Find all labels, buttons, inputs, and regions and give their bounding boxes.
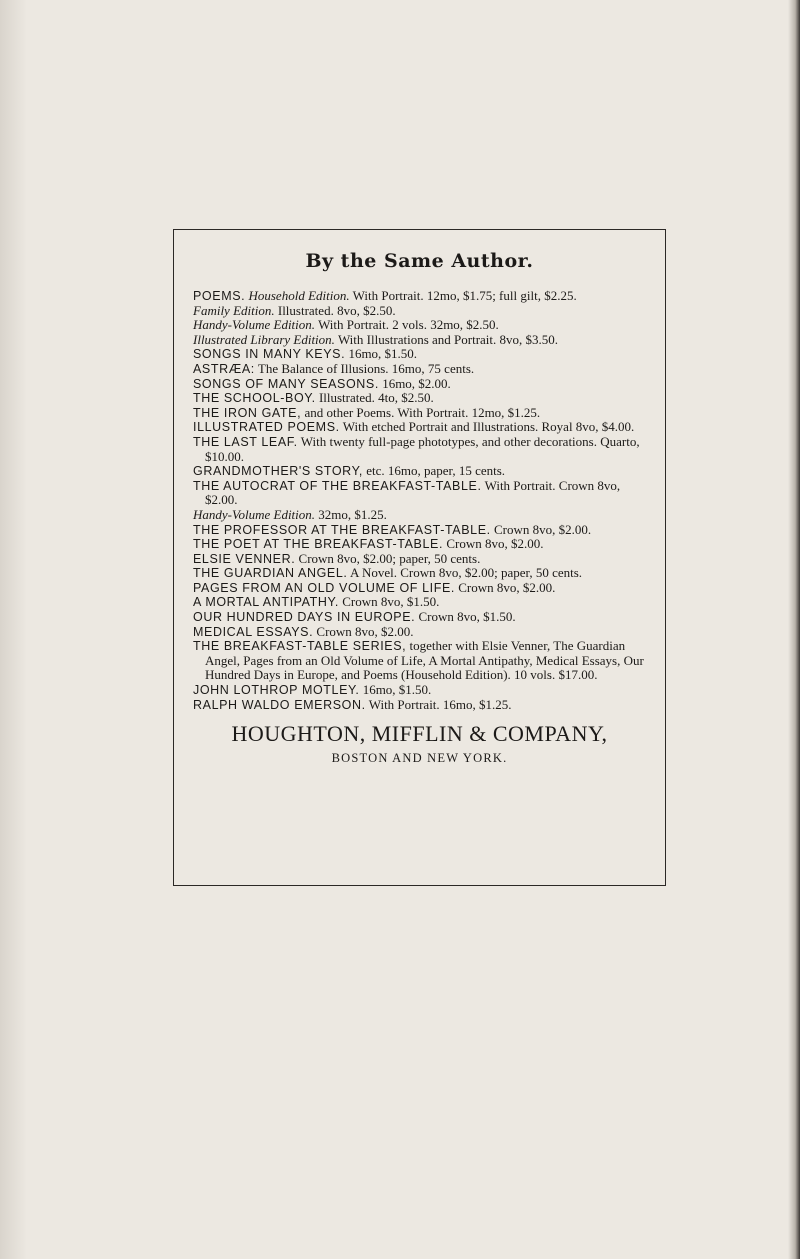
book-entry bbox=[193, 362, 646, 377]
book-entry bbox=[193, 625, 646, 640]
book-details: 16mo, $1.50. bbox=[362, 682, 432, 698]
advertisement-frame bbox=[173, 229, 666, 886]
book-entry bbox=[193, 610, 646, 625]
book-entry bbox=[193, 508, 646, 523]
book-title: SONGS IN MANY KEYS. bbox=[193, 347, 346, 362]
book-title: THE SCHOOL-BOY. bbox=[193, 391, 316, 406]
book-details: Crown 8vo, $1.50. bbox=[418, 609, 516, 625]
book-entry bbox=[193, 333, 646, 348]
edition-name: Household Edition. bbox=[248, 288, 350, 303]
book-details: The Balance of Illusions. 16mo, 75 cents. bbox=[257, 360, 475, 376]
edition-name: Illustrated Library Edition. bbox=[193, 331, 335, 347]
book-details: 32mo, $1.25. bbox=[318, 506, 387, 522]
edition-name: Handy-Volume Edition. bbox=[193, 317, 316, 333]
book-details: Crown 8vo, $2.00. bbox=[458, 579, 556, 595]
book-details: etc. 16mo, paper, 15 cents. bbox=[366, 463, 506, 479]
book-entry bbox=[193, 683, 646, 698]
book-entry bbox=[193, 391, 646, 406]
book-details: With Portrait. 12mo, $1.75; full gilt, $2.25. bbox=[352, 288, 577, 303]
publisher-name: HOUGHTON, MIFFLIN & COMPANY, bbox=[231, 721, 608, 747]
book-title: POEMS. bbox=[193, 289, 246, 303]
book-details: Crown 8vo, $2.00. bbox=[446, 536, 544, 552]
book-entry bbox=[193, 552, 646, 567]
book-entry bbox=[193, 464, 646, 479]
book-title: THE LAST LEAF. bbox=[193, 434, 298, 449]
book-title: MEDICAL ESSAYS. bbox=[193, 624, 314, 639]
book-entry bbox=[193, 479, 646, 508]
book-title: THE POET AT THE BREAKFAST-TABLE. bbox=[193, 537, 444, 552]
book-details: With etched Portrait and Illustrations. Royal 8vo, $4.00. bbox=[342, 419, 635, 435]
edition-name: Family Edition. bbox=[193, 302, 275, 318]
book-title: JOHN LOTHROP MOTLEY. bbox=[193, 683, 360, 698]
book-details: With twenty full-page phototypes, and other decorations. Quarto, $10.00. bbox=[205, 433, 640, 464]
page-right-edge bbox=[788, 0, 800, 1259]
book-title: THE PROFESSOR AT THE BREAKFAST-TABLE. bbox=[193, 522, 491, 537]
book-entry bbox=[193, 420, 646, 435]
book-title: ILLUSTRATED POEMS. bbox=[193, 420, 340, 435]
section-heading: By the Same Author. bbox=[305, 250, 534, 272]
book-title: ASTRÆA: bbox=[193, 361, 255, 376]
book-entry bbox=[193, 566, 646, 581]
book-title: SONGS OF MANY SEASONS. bbox=[193, 376, 379, 391]
book-entry bbox=[193, 537, 646, 552]
book-details: Crown 8vo, $1.50. bbox=[342, 594, 440, 610]
page-left-edge bbox=[0, 0, 26, 1259]
book-details: together with Elsie Venner, The Guardian Angel, Pages from an Old Volume of Life, A Mortal Antipathy, Medical Essays, Our Hundred Days in Europe, and Poems (Household Edition). 10 vols. $17.00. bbox=[205, 638, 644, 683]
book-entry bbox=[193, 347, 646, 362]
book-entry bbox=[193, 523, 646, 538]
book-title: GRANDMOTHER'S STORY, bbox=[193, 464, 363, 479]
book-details: With Portrait. 2 vols. 32mo, $2.50. bbox=[318, 317, 499, 333]
book-details: With Portrait. Crown 8vo, $2.00. bbox=[205, 477, 621, 508]
book-entry bbox=[193, 377, 646, 392]
book-details: Illustrated. 8vo, $2.50. bbox=[277, 302, 396, 318]
book-title: THE AUTOCRAT OF THE BREAKFAST-TABLE. bbox=[193, 478, 482, 493]
edition-name: Handy-Volume Edition. bbox=[193, 506, 316, 522]
book-title: OUR HUNDRED DAYS IN EUROPE. bbox=[193, 610, 416, 625]
book-details: Crown 8vo, $2.00. bbox=[493, 521, 592, 537]
book-details: Crown 8vo, $2.00; paper, 50 cents. bbox=[298, 550, 481, 566]
book-details: Crown 8vo, $2.00. bbox=[316, 623, 414, 639]
book-details: 16mo, $2.00. bbox=[382, 375, 451, 391]
book-title: RALPH WALDO EMERSON. bbox=[193, 697, 366, 712]
publisher-cities: BOSTON AND NEW YORK. bbox=[331, 751, 508, 766]
book-entry bbox=[193, 698, 646, 713]
book-details: With Portrait. 16mo, $1.25. bbox=[368, 696, 512, 712]
book-entry bbox=[193, 595, 646, 610]
book-details: 16mo, $1.50. bbox=[348, 346, 418, 362]
book-title: A MORTAL ANTIPATHY. bbox=[193, 595, 339, 610]
book-entry bbox=[193, 581, 646, 596]
book-title: ELSIE VENNER. bbox=[193, 551, 296, 566]
book-details: With Illustrations and Portrait. 8vo, $3.50. bbox=[337, 331, 559, 347]
book-title: THE GUARDIAN ANGEL. bbox=[193, 566, 348, 581]
book-entry bbox=[193, 304, 646, 319]
book-title: THE BREAKFAST-TABLE SERIES, bbox=[193, 639, 407, 654]
book-details: and other Poems. With Portrait. 12mo, $1.25. bbox=[304, 404, 541, 420]
book-details: Illustrated. 4to, $2.50. bbox=[318, 390, 434, 406]
book-entry bbox=[193, 318, 646, 333]
book-entry bbox=[193, 289, 646, 304]
book-entry bbox=[193, 435, 646, 464]
book-title: PAGES FROM AN OLD VOLUME OF LIFE. bbox=[193, 580, 455, 595]
book-entry bbox=[193, 639, 646, 683]
book-title: THE IRON GATE, bbox=[193, 405, 302, 420]
book-list bbox=[193, 289, 646, 712]
book-entry bbox=[193, 406, 646, 421]
book-details: A Novel. Crown 8vo, $2.00; paper, 50 cents. bbox=[350, 565, 583, 581]
